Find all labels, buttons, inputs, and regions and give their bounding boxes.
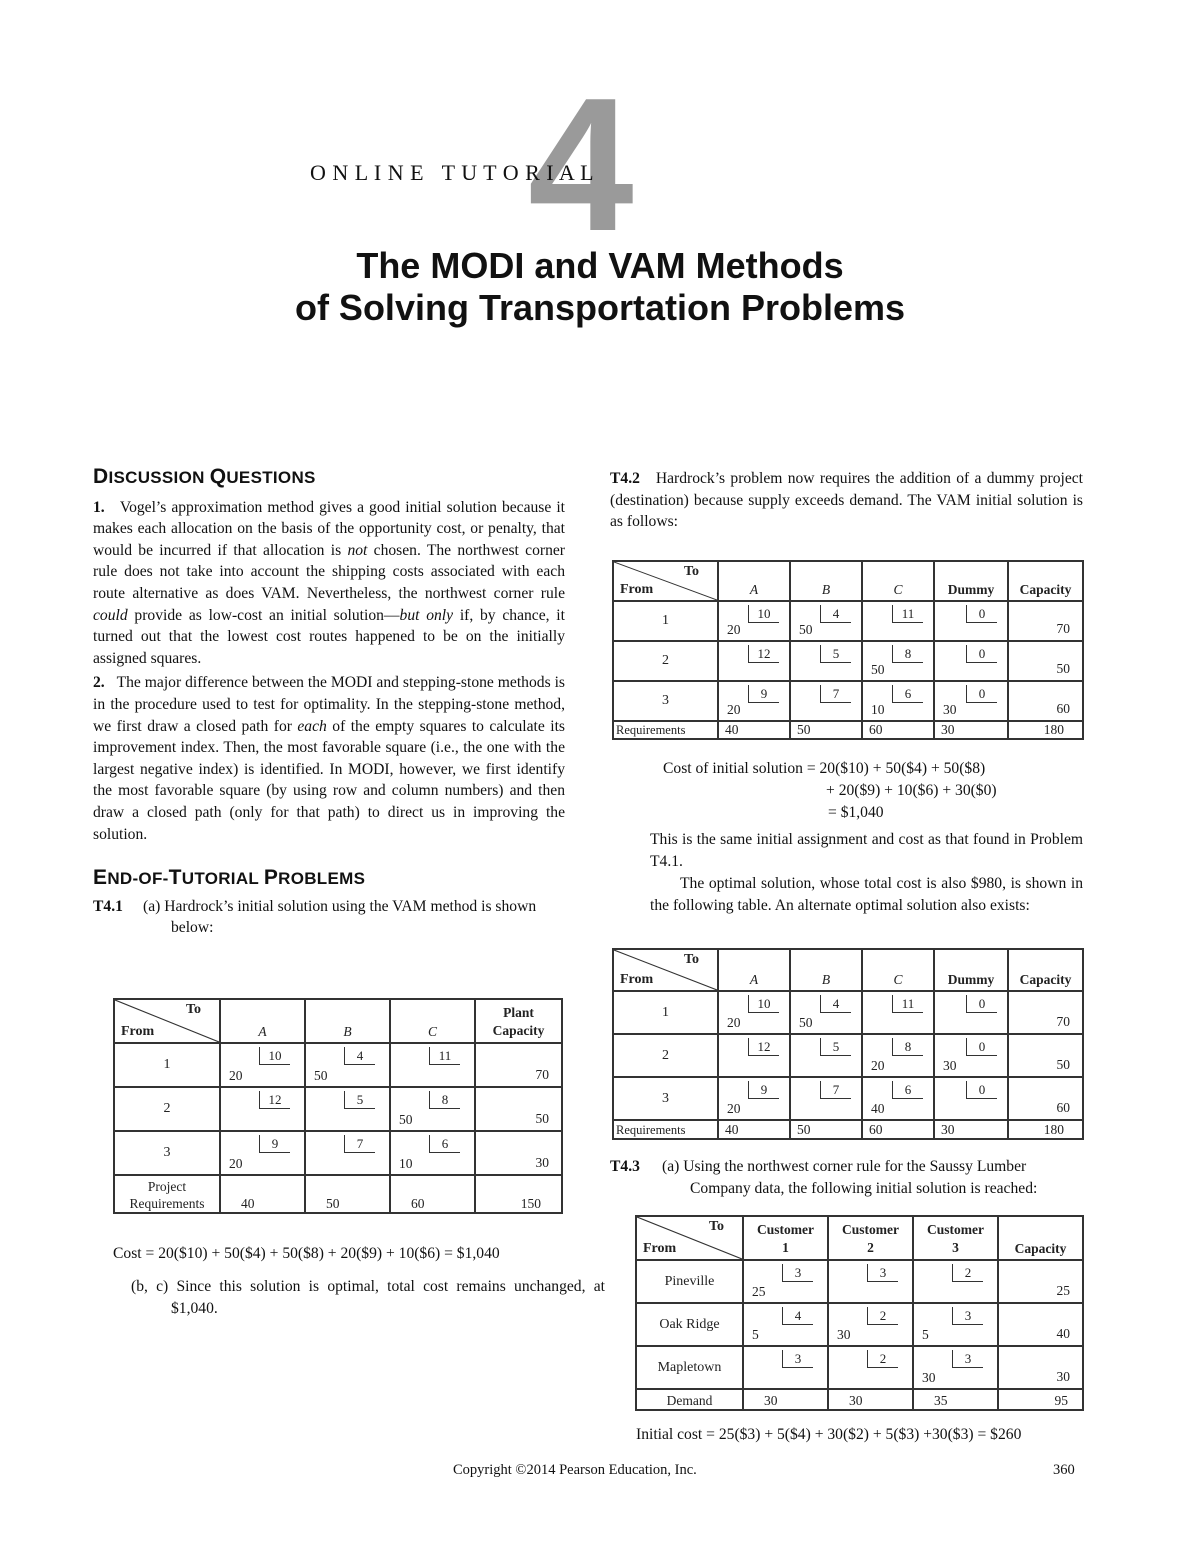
table-row: 3 9 20 7 6 10 30 [114,1131,562,1175]
capacity-header: Plant Capacity [475,999,562,1043]
question-2: 2. The major difference between the MODI and stepping-stone methods is in the procedure used to test for optimality. In the stepping-stone method, we first draw a closed path for each of the empty squares to calculate its improvement index. Then, the most favorable square (i.e., the one with the largest negative index) is identified. In MODI, however, we first identify the most favorable square (by using row and column numbers) and then draw a closed path (only for that path) to direct us in improving the solution. [93,674,565,843]
problem-t42-intro: T4.2 Hardrock’s problem now requires the addition of a dummy project (destination) because supply exceeds demand. The VAM initial solution is as follows: [610,470,1083,531]
corner-header: To From [636,1216,743,1260]
corner-header: To From [114,999,220,1043]
requirements-row: Project Requirements 40 50 60 150 [114,1175,562,1213]
t42-cost-line3: = $1,040 [828,804,884,821]
table-row: 1 10 20 4 50 11 0 70 [613,601,1083,641]
t42-same: This is the same initial assignment and cost as that found in Problem T4.1. [650,831,1083,870]
col-header: A [220,999,305,1043]
t41-bc: (b, c) Since this solution is optimal, total cost remains unchanged, at $1,040. [131,1278,605,1317]
table-row: 3 9 20 7 6 10 0 30 60 [613,681,1083,721]
t42-cost-line2: + 20($9) + 10($6) + 30($0) [826,782,997,799]
t43-cost: Initial cost = 25($3) + 5($4) + 30($2) + 5($3) +30($3) = $260 [636,1426,1022,1443]
table-row: Pineville 3 25 3 2 25 [636,1260,1083,1303]
question-1: 1. Vogel’s approximation method gives a good initial solution because it makes each allocation on the basis of the opportunity cost, or penalty, that would be incurred if that allocation is not chosen. The northwest corner rule does not take into account the shipping costs associated with each route alternative as does VAM. Nevertheless, the northwest corner rule could provide as low-cost an initial solution—but only if, by chance, it turned out that the lowest cost routes happened to be on the initially assigned squares. [93,498,565,667]
table-row: 2 12 5 8 50 50 [114,1087,562,1131]
problem-t43: T4.3 (a) Using the northwest corner rule for the Saussy Lumber Company data, the following initial solution is reached: [610,1158,1038,1197]
chapter-number: 4 [528,59,634,271]
corner-header: To From [613,561,718,601]
left-column [93,466,565,939]
table-row: 2 12 5 8 20 0 30 50 [613,1034,1083,1077]
table-row: 1 10 20 4 50 11 0 70 [613,991,1083,1034]
page-title-line2: of Solving Transportation Problems [294,287,906,328]
table-t42-optimal: To From A B C Dummy Capacity 1 10 20 4 50 11 0 70 2 12 5 8 20 0 30 50 3 9 20 7 6 40 0 60 Requirements 40 50 60 30 180 [612,948,1084,1140]
t42-optimal: The optimal solution, whose total cost is also $980, is shown in the following table. An alternate optimal solution also exists: [650,875,1083,914]
problems-heading: END-OF-TUTORIAL PROBLEMS [93,866,366,890]
page-title-line1: The MODI and VAM Methods [356,245,844,286]
discussion-heading: DISCUSSION QUESTIONS [93,465,316,488]
table-row: 2 12 5 8 50 0 50 [613,641,1083,681]
t42-cost-line1: Cost of initial solution = 20($10) + 50($4) + 50($8) [663,760,986,777]
requirements-row: Requirements 40 50 60 30 180 [613,721,1083,739]
table-t42-initial: To From A B C Dummy Capacity 1 10 20 4 50 11 0 70 2 12 5 8 50 0 50 3 9 20 7 6 10 0 30 60 Requirements 40 50 60 30 180 [612,560,1084,740]
page-number: 360 [1053,1462,1075,1478]
table-row: 3 9 20 7 6 40 0 60 [613,1077,1083,1120]
table-t41 [113,998,563,1214]
online-tutorial-banner [310,160,850,186]
requirements-row: Requirements 40 50 60 30 180 [613,1120,1083,1139]
problem-t41: T4.1 (a) Hardrock’s initial solution using the VAM method is shown below: [93,897,537,937]
table-row: Mapletown 3 2 3 30 30 [636,1346,1083,1389]
table-row: 1 10 20 4 50 11 70 [114,1043,562,1087]
table-row: Oak Ridge 4 5 2 30 3 5 40 [636,1303,1083,1346]
banner-text: O N L I N E T U T O R I A L [310,160,595,185]
t41-cost: Cost = 20($10) + 50($4) + 50($8) + 20($9) + 10($6) = $1,040 [113,1245,500,1262]
table-t43: To From Customer 1 Customer 2 Customer 3 Capacity Pineville 3 25 3 2 25 Oak Ridge 4 5 2 30 3 5 40 Mapletown 3 2 3 30 30 Demand 30 30 35 95 [635,1215,1084,1411]
demand-row: Demand 30 30 35 95 [636,1389,1083,1410]
corner-header: To From [613,949,718,991]
col-header: C [390,999,475,1043]
copyright: Copyright ©2014 Pearson Education, Inc. [453,1462,697,1478]
col-header: B [305,999,390,1043]
